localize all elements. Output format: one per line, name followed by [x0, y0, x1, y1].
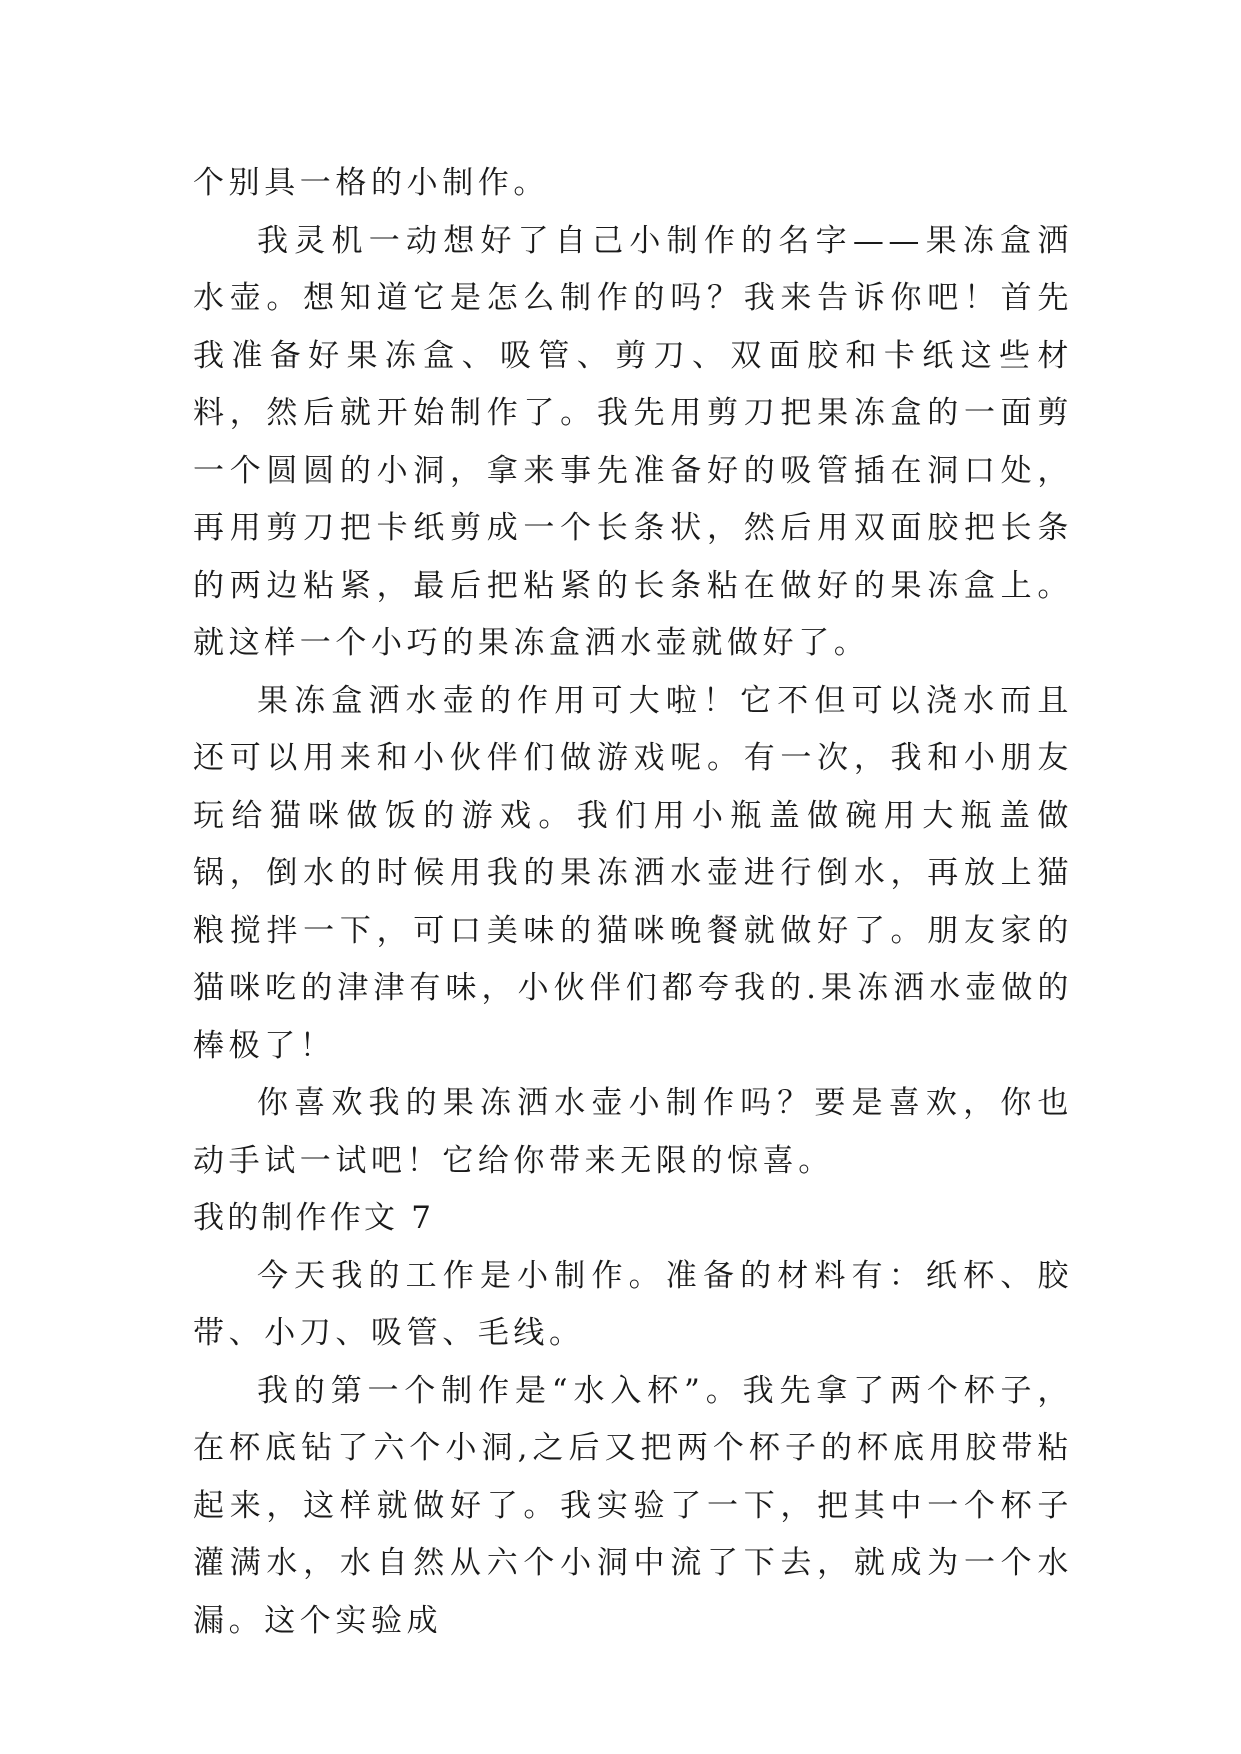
- paragraph: 果冻盒洒水壶的作用可大啦！它不但可以浇水而且还可以用来和小伙伴们做游戏呢。有一次，我和小朋友玩给猫咪做饭的游戏。我们用小瓶盖做碗用大瓶盖做锅，倒水的时候用我的果冻洒水壶进行倒水，再放上猫粮搅拌一下，可口美味的猫咪晚餐就做好了。朋友家的猫咪吃的津津有味，小伙伴们都夸我的.果冻洒水壶做的棒极了！: [193, 682, 1073, 1064]
- document-body: [193, 155, 1073, 1650]
- paragraph: 我的第一个制作是“水入杯”。我先拿了两个杯子，在杯底钻了六个小洞,之后又把两个杯子的杯底用胶带粘起来，这样就做好了。我实验了一下，把其中一个杯子灌满水，水自然从六个小洞中流了下去，就成为一个水漏。这个实验成: [193, 1372, 1073, 1639]
- paragraph: 你喜欢我的果冻洒水壶小制作吗？要是喜欢，你也动手试一试吧！它给你带来无限的惊喜。: [193, 1085, 1073, 1179]
- paragraph-continuation: 个别具一格的小制作。: [193, 165, 549, 201]
- paragraph: 今天我的工作是小制作。准备的材料有：纸杯、胶带、小刀、吸管、毛线。: [193, 1257, 1073, 1351]
- paragraph: 我灵机一动想好了自己小制作的名字——果冻盒洒水壶。想知道它是怎么制作的吗？我来告诉你吧！首先我准备好果冻盒、吸管、剪刀、双面胶和卡纸这些材料，然后就开始制作了。我先用剪刀把果冻盒的一面剪一个圆圆的小洞，拿来事先准备好的吸管插在洞口处，再用剪刀把卡纸剪成一个长条状，然后用双面胶把长条的两边粘紧，最后把粘紧的长条粘在做好的果冻盒上。就这样一个小巧的果冻盒洒水壶就做好了。: [193, 222, 1073, 661]
- section-heading: 我的制作作文 7: [193, 1200, 435, 1236]
